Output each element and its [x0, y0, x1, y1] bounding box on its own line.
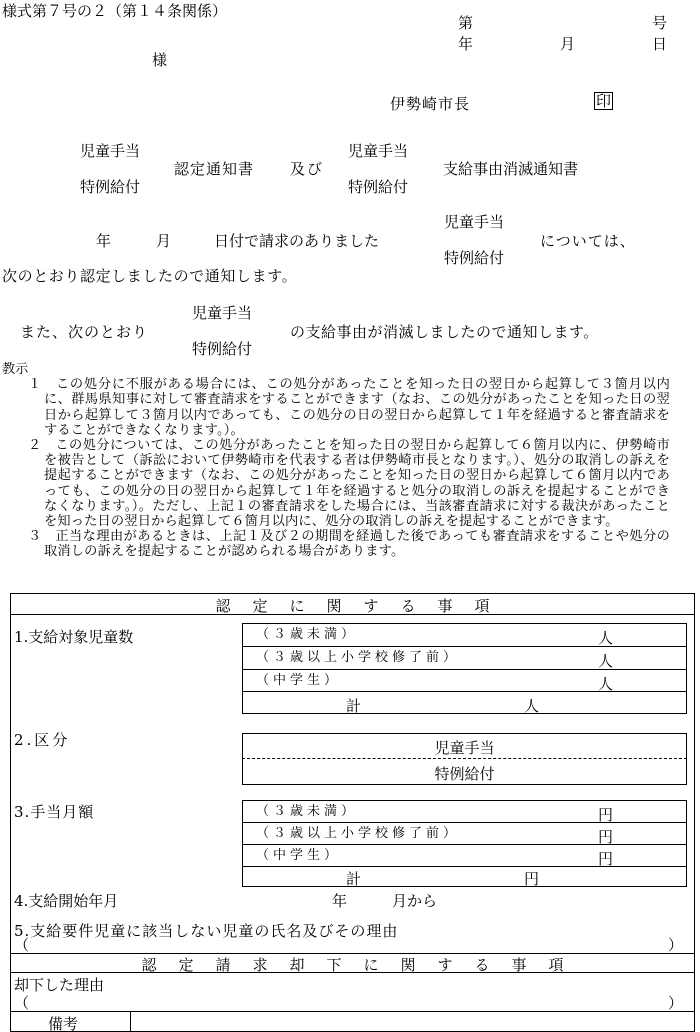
notice-section	[0, 362, 700, 560]
amount-total-unit: 円	[524, 870, 540, 888]
body-month: 月	[156, 232, 172, 250]
number-suffix: 号	[652, 14, 668, 32]
amount-row-2-category: （３歳以上小学校修了前）	[256, 826, 461, 841]
children-count-rule-3	[242, 691, 687, 692]
notice-heading: 教示	[2, 362, 29, 377]
amount-row-1-unit: 円	[598, 806, 614, 824]
body-line-2: 次のとおり認定しましたので通知します。	[2, 267, 298, 285]
start-month-from: 月から	[392, 892, 438, 910]
children-row-3-category: （中学生）	[256, 673, 342, 688]
rejection-close-paren: ）	[668, 994, 684, 1012]
children-row-1-category: （３歳未満）	[256, 627, 359, 642]
amount-row-1-category: （３歳未満）	[256, 804, 359, 819]
start-year: 年	[332, 892, 348, 910]
section2-header-rule	[10, 972, 695, 973]
section1-header-rule	[10, 614, 695, 615]
date-month: 月	[560, 35, 576, 53]
classification-option-benefit: 特例給付	[434, 765, 495, 783]
title-and: 及び	[290, 160, 325, 178]
children-count-rule-1	[242, 646, 687, 647]
not-applicable-close-paren: ）	[668, 936, 684, 954]
body-benefit: 特例給付	[444, 249, 505, 267]
issuer: 伊勢崎市長	[390, 95, 471, 113]
rejection-open-paren: （	[14, 994, 30, 1012]
not-applicable-label: 5.支給要件児童に該当しない児童の氏名及びその理由	[14, 922, 399, 940]
amount-total-label: 計	[346, 870, 362, 888]
body-tail: については、	[540, 232, 636, 250]
notice-item-1: １ この処分に不服がある場合には、この処分があったことを知った日の翌日から起算して３箇月以内に、群馬県知事に対して審査請求をすることができます（なお、この処分があったことを知った日の翌日から起算して３箇月以内であっても、この処分の日の翌日から起算して１年を経過すると審査請求をすることができなくなります。）。	[28, 377, 670, 438]
classification-divider	[242, 758, 687, 759]
notice-item-2: ２ この処分については、この処分があったことを知った日の翌日から起算して６箇月以内に、伊勢崎市を被告として（訴訟において伊勢崎市を代表する者は伊勢崎市長となります。）、処分の取消しの訴えを提起することができます（なお、この処分があったことを知った日の翌日から起算して６箇月以内であっても、この処分の日の翌日から起算して１年を経過すると処分の取消しの訴えを提起することができなくなります。）。ただし、上記１の審査請求をした場合には、当該審査請求に対する裁決があったことを知った日の翌日から起算して６箇月以内に、処分の取消しの訴えを提起することができます。	[28, 438, 670, 530]
children-row-1-unit: 人	[598, 629, 614, 647]
date-year: 年	[458, 35, 474, 53]
title-benefit-b: 特例給付	[348, 178, 409, 196]
notice-item-3: ３ 正当な理由があるときは、上記１及び２の期間を経過した後であっても審査請求をすることや処分の取消しの訴えを提起することが認められる場合があります。	[28, 529, 670, 560]
children-row-2-unit: 人	[598, 652, 614, 670]
classification-option-allowance: 児童手当	[434, 739, 495, 757]
title-doc-2: 支給事由消滅通知書	[443, 160, 579, 178]
body-year: 年	[96, 232, 112, 250]
monthly-amount-label: 3.手当月額	[14, 803, 95, 821]
children-row-3-unit: 人	[598, 675, 614, 693]
title-allowance-b: 児童手当	[348, 142, 409, 160]
children-row-2-category: （３歳以上小学校修了前）	[256, 650, 461, 665]
amount-row-3-category: （中学生）	[256, 848, 342, 863]
date-day: 日	[652, 35, 668, 53]
monthly-amount-rule-2	[242, 844, 687, 845]
seal-mark: 印	[596, 92, 612, 110]
form-title: 様式第７号の２（第１４条関係）	[2, 2, 228, 20]
children-count-label: 1.支給対象児童数	[14, 628, 134, 646]
amount-row-2-unit: 円	[598, 828, 614, 846]
number-prefix: 第	[458, 14, 474, 32]
remarks-top-rule	[10, 1011, 695, 1012]
classification-label: 2.区分	[14, 731, 71, 749]
body-tail-2: の支給事由が消滅しましたので通知します。	[290, 323, 599, 341]
section2-header: 認定請求却下に関する事項	[141, 956, 586, 974]
monthly-amount-rule-3	[242, 866, 687, 867]
body-allowance: 児童手当	[444, 213, 505, 231]
title-doc-1: 認定通知書	[174, 160, 255, 178]
body-benefit-2: 特例給付	[192, 340, 253, 358]
children-total-unit: 人	[524, 697, 540, 715]
children-count-rule-2	[242, 669, 687, 670]
remarks-divider	[130, 1011, 131, 1032]
addressee-suffix: 様	[152, 51, 168, 69]
rejection-label: 却下した理由	[14, 976, 105, 994]
amount-row-3-unit: 円	[598, 850, 614, 868]
body-allowance-2: 児童手当	[192, 304, 253, 322]
body-date-request: 日付で請求のありました	[214, 232, 380, 250]
children-total-label: 計	[346, 697, 362, 715]
start-label: 4.支給開始年月	[14, 892, 119, 910]
section1-header: 認定に関する事項	[215, 597, 512, 615]
title-allowance-a: 児童手当	[80, 142, 141, 160]
monthly-amount-rule-1	[242, 822, 687, 823]
body-also: また、次のとおり	[20, 323, 149, 341]
remarks-label: 備考	[48, 1015, 79, 1032]
not-applicable-open-paren: （	[14, 936, 30, 954]
title-benefit-a: 特例給付	[80, 178, 141, 196]
